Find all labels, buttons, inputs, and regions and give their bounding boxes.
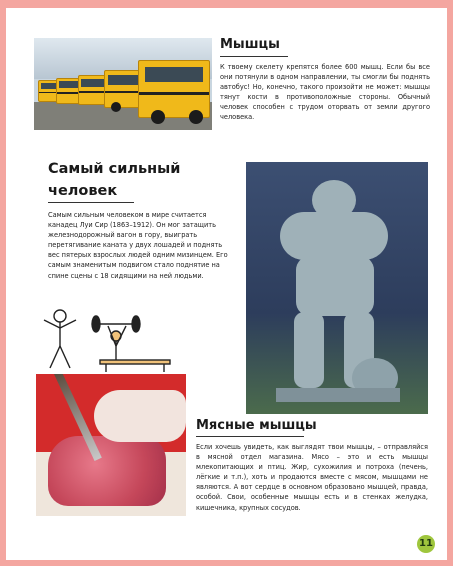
strongman-statue-photo [246, 162, 428, 414]
heading-underline [48, 202, 134, 203]
page-number-badge: 11 [417, 535, 435, 553]
stick-figures-illustration [38, 304, 188, 374]
school-buses-photo [34, 38, 212, 130]
heading-underline [220, 56, 288, 57]
muscles-heading: Мышцы [220, 37, 280, 52]
meat-muscles-paragraph: Если хочешь увидеть, как выглядят твои мышцы, – отправляйся в мясной отдел магазина. Мясо – это и есть мышцы млекопитающих и птиц. Жир, сухожилия и потроха (печень, лёгкие и т.п.), хоть и продаются вместе с мясом, мышцами не являются. А вот сердце в основном образовано мышцей, правда, особой. Свои, особенные мышцы есть и в стенках желудка, кишечника, крупных сосудов. [196, 443, 428, 512]
muscles-paragraph: К твоему скелету крепятся более 600 мышц. Если бы все они потянули в одном направлении, ты смогли бы поднять автобус! Но, конечно, такого произойти не может: мышцы тянут кости в противоположные стороны. Обычный человек способен с трудом оторвать от земли другого человека. [220, 63, 430, 122]
strongest-man-paragraph: Самым сильным человеком в мире считается канадец Луи Сир (1863–1912). Он мог затащить железнодорожный вагон в гору, выиграть перетягивание каната у двух лошадей и поднять вес пятерых взрослых людей одним мизинцем. Его самым знаменитым подвигом стало поднятие на спине сцены с 18 сидящими на ней людьми. [48, 211, 228, 280]
raw-meat-photo [36, 374, 186, 516]
meat-muscles-heading: Мясные мышцы [196, 418, 317, 433]
strongest-man-heading: Самый сильный человек [48, 161, 181, 199]
heading-underline [196, 436, 304, 437]
